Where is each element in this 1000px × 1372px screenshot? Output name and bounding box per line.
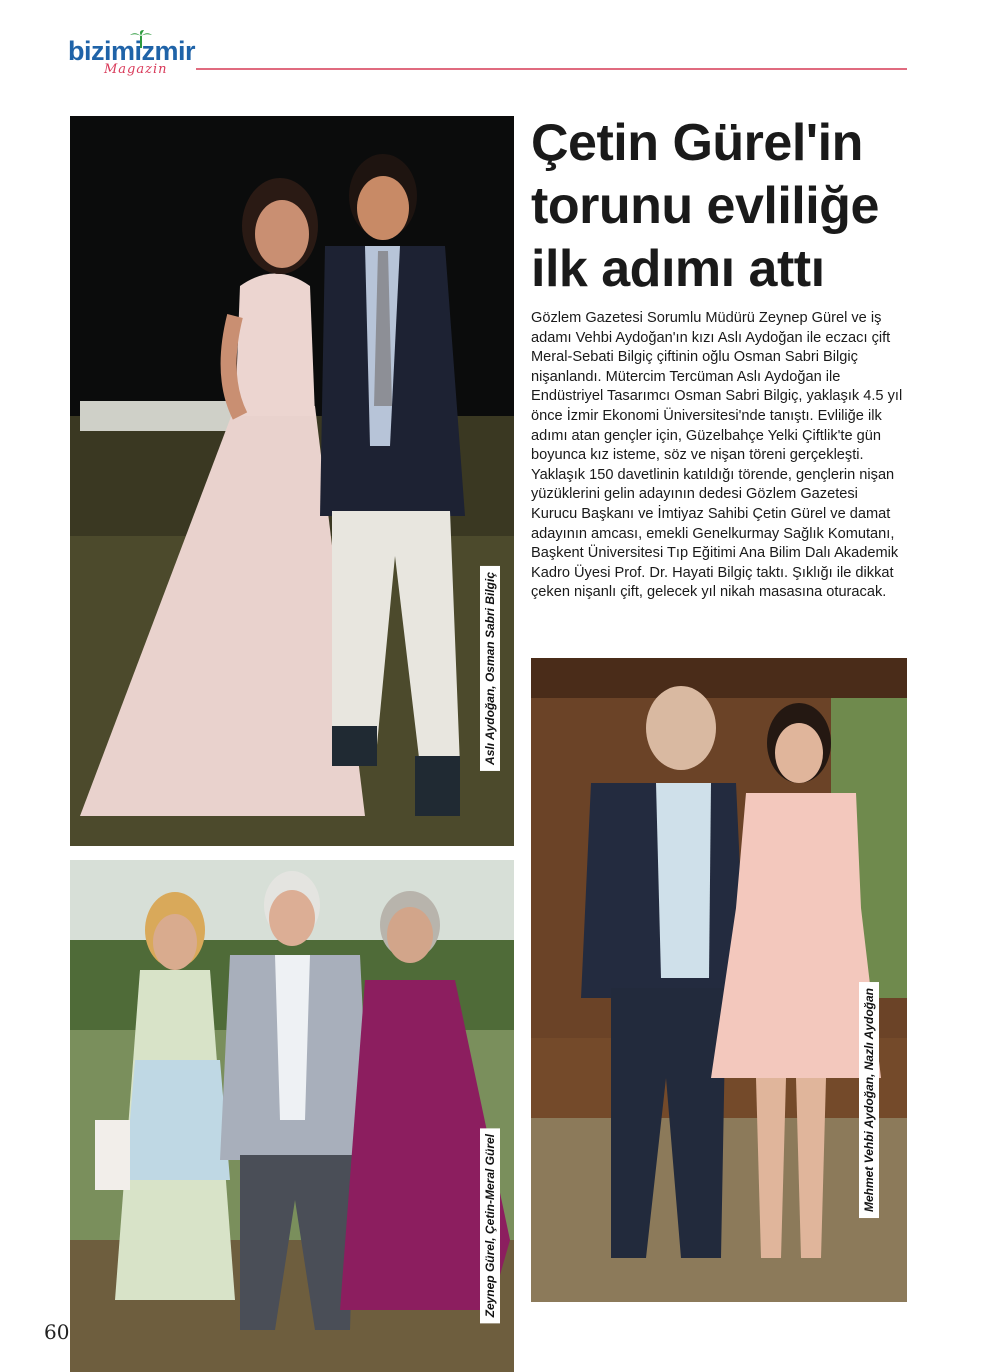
page-number: 60 bbox=[44, 1320, 70, 1344]
father-daughter-photo bbox=[531, 658, 907, 1302]
magazine-logo bbox=[68, 32, 208, 80]
palm-tree-icon bbox=[130, 30, 152, 48]
logo-subtitle: Magazin bbox=[104, 62, 168, 77]
article-headline: Çetin Gürel'in torunu evliliğe ilk adımı attı bbox=[531, 114, 879, 298]
logo-wordmark: bizimizmir bbox=[68, 36, 196, 66]
family-photo bbox=[70, 860, 514, 1372]
couple-caption: Aslı Aydoğan, Osman Sabri Bilgiç bbox=[480, 566, 500, 771]
header-divider bbox=[196, 68, 907, 70]
article-body: Gözlem Gazetesi Sorumlu Müdürü Zeynep Gürel ve iş adamı Vehbi Aydoğan'ın kızı Aslı Aydoğan ile eczacı çift Meral-Sebati Bilgiç çiftinin oğlu Osman Sabri Bilgiç nişanlandı. Mütercim Tercüman Aslı Aydoğan ile Endüstriyel Tasarımcı Osman Sabri Bilgiç, yaklaşık 4.5 yıl önce İzmir Ekonomi Üniversitesi'nde tanıştı. Evliliğe ilk adımı atan gençler için, Güzelbahçe Yelki Çiftlik'te gün boyunca kız isteme, söz ve nişan töreni gerçekleşti. Yaklaşık 150 davetlinin katıldığı törende, gençlerin nişan yüzüklerini gelin adayının dedesi Gözlem Gazetesi Kurucu Başkanı ve İmtiyaz Sahibi Çetin Gürel ve damat adayının amcası, emekli Genelkurmay Sağlık Komutanı, Başkent Üniversitesi Tıp Eğitimi Ana Bilim Dalı Akademik Kadro Üyesi Prof. Dr. Hayati Bilgiç taktı. Şıklığı ile dikkat çeken nişanlı çift, gelecek yıl nikah masasına oturacak. bbox=[531, 310, 903, 601]
couple-photo bbox=[70, 116, 514, 846]
family-caption: Zeynep Gürel, Çetin-Meral Gürel bbox=[480, 1128, 500, 1323]
father-daughter-caption: Mehmet Vehbi Aydoğan, Nazlı Aydoğan bbox=[859, 982, 879, 1218]
